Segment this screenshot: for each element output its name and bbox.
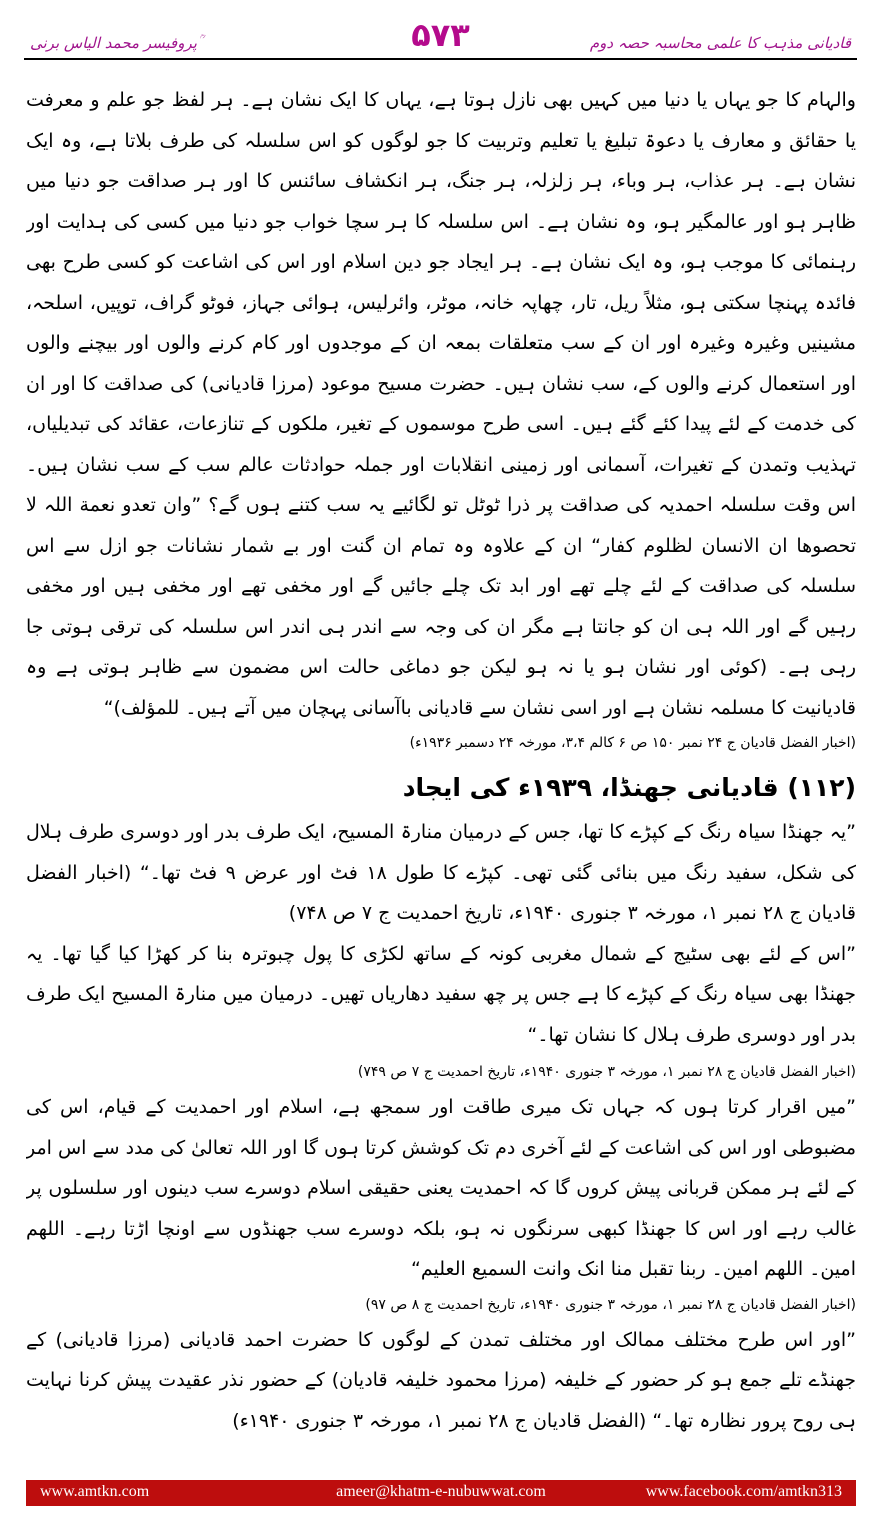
section-heading: (۱۱۲) قادیانی جھنڈا، ۱۹۳۹ء کی ایجاد xyxy=(402,773,856,802)
page-header xyxy=(24,14,857,56)
flag-paragraph-2: ”اس کے لئے بھی سٹیج کے شمال مغربی کونہ کے ساتھ لکڑی کا پول چبوترہ بنا کر کھڑا کیا گیا تھا۔ یہ جھنڈا بھی سیاہ رنگ کے کپڑے کا ہے جس پر چھ سفید دھاریاں تھیں۔ درمیان میں منارۃ المسیح ایک طرف بدر اور دوسری طرف ہلال کا نشان تھا۔“ xyxy=(26,942,856,1046)
intro-reference: (اخبار الفضل قادیان ج ۲۴ نمبر ۱۵۰ ص ۶ کالم ۳،۴، مورخہ ۲۴ دسمبر ۱۹۳۶ء) xyxy=(409,735,856,751)
author-name: پروفیسر محمد الیاس برنی ؒ xyxy=(30,34,201,52)
page-number: ۵۷۳ xyxy=(411,16,470,54)
flag-paragraph-1: ”یہ جھنڈا سیاہ رنگ کے کپڑے کا تھا، جس کے درمیان منارۃ المسیح، ایک طرف بدر اور دوسری طرف ہلال کی شکل، سفید رنگ میں بنائی گئی تھی۔ کپڑے کا طول ۱۸ فٹ اور عرض ۹ فٹ تھا۔“ (اخبار الفضل قادیان ج ۲۸ نمبر ۱، مورخہ ۳ جنوری ۱۹۴۰ء، تاریخ احمدیت ج ۷ ص ۷۴۸) xyxy=(26,821,856,924)
flag-reference-2: (اخبار الفضل قادیان ج ۲۸ نمبر ۱، مورخہ ۳ جنوری ۱۹۴۰ء، تاریخ احمدیت ج ۷ ص ۷۴۹) xyxy=(357,1064,856,1080)
last-paragraph: ”اور اس طرح مختلف ممالک اور مختلف تمدن کے لوگوں کا حضرت احمد قادیانی (مرزا قادیانی) کے جھنڈے تلے جمع ہو کر حضور کے خلیفہ (مرزا محمود خلیفہ قادیان) کے حضور نذر عقیدت پیش کرنا نہایت ہی روح پرور نظارہ تھا۔“ (الفضل قادیان ج ۲۸ نمبر ۱، مورخہ ۳ جنوری ۱۹۴۰ء) xyxy=(26,1328,856,1432)
website-link[interactable]: www.amtkn.com xyxy=(40,1483,150,1500)
page-body xyxy=(26,80,856,1468)
header-divider xyxy=(24,58,857,60)
email-link[interactable]: ameer@khatm-e-nubuwwat.com xyxy=(336,1483,546,1500)
intro-paragraph: والہام کا جو یہاں یا دنیا میں کہیں بھی نازل ہوتا ہے، یہاں کا ایک نشان ہے۔ ہر لفظ جو علم و معرفت یا حقائق و معارف یا دعوۃ تبلیغ یا تعلیم وتربیت کا جو لوگوں کو اس سلسلہ کی طرف بلاتا ہے، وہ ایک نشان ہے۔ ہر عذاب، ہر وباء، ہر زلزلہ، ہر جنگ، ہر انکشاف سائنس کا اور ہر صداقت جو دنیا میں ظاہر ہو اور عالمگیر ہو، وہ نشان ہے۔ اس سلسلہ کا ہر سچا خواب جو دنیا میں کسی کی ہدایت اور رہنمائی کا موجب ہو، وہ ایک نشان ہے۔ ہر ایجاد جو دین اسلام اور اس کی اشاعت کو کسی طرح بھی فائدہ پہنچا سکتی ہو، مثلاً ریل، تار، چھاپہ خانہ، موٹر، وائرلیس، ہوائی جہاز، فوٹو گراف، توپیں، اسلحہ، مشینیں وغیرہ وغیرہ اور ان کے سب متعلقات بمعہ ان کے موجدوں اور کام کرنے والوں اور بیچنے والوں اور استعمال کرنے والوں کے، سب نشان ہیں۔ حضرت مسیح موعود (مرزا قادیانی) کی صداقت کا اور ان کی خدمت کے لئے پیدا کئے گئے ہیں۔ اسی طرح موسموں کے تغیر، ملکوں کے تنازعات، عقائد کی تبدیلیاں، تہذیب وتمدن کے تغیرات، آسمانی اور زمینی انقلابات اور جملہ حوادثات عالم سب کے سب نشان ہیں۔ اس وقت سلسلہ احمدیہ کی صداقت پر ذرا ٹوٹل تو لگائیے یہ سب کتنے ہوں گے؟ ”وان تعدو نعمة اللہ لا تحصوھا ان الانسان لظلوم کفار“ ان کے علاوہ وہ تمام ان گنت اور بے شمار نشانات جو ازل سے اس سلسلہ کی صداقت کے لئے چلے تھے اور ابد تک چلے جائیں گے اور مخفی تھے اور مخفی ہیں اور مخفی رہیں گے اور اللہ ہی ان کو جانتا ہے مگر ان کی وجہ سے اندر ہی اندر اس سلسلہ کی ترقی ہوتی جا رہی ہے۔ (کوئی اور نشان ہو یا نہ ہو لیکن جو دماغی حالت اس مضمون سے ظاہر ہوتی ہے وہ قادیانیت کا مسلمہ نشان ہے اور اسی نشان سے قادیانی باآسانی پہچان میں آتے ہیں۔ للمؤلف)“ xyxy=(26,89,856,719)
oath-reference: (اخبار الفضل قادیان ج ۲۸ نمبر ۱، مورخہ ۳ جنوری ۱۹۴۰ء، تاریخ احمدیت ج ۸ ص ۹۷) xyxy=(365,1296,856,1313)
book-title: قادیانی مذہب کا علمی محاسبہ حصہ دوم xyxy=(589,34,851,52)
page-footer xyxy=(26,1480,856,1506)
facebook-link[interactable]: www.facebook.com/amtkn313 xyxy=(645,1483,842,1500)
oath-paragraph: ”میں اقرار کرتا ہوں کہ جہاں تک میری طاقت اور سمجھ ہے، اسلام اور احمدیت کے قیام، اس کی مضبوطی اور اس کی اشاعت کے لئے آخری دم تک کوشش کرتا ہوں گا اور اللہ تعالیٰ کی مدد سے اس امر کے لئے ہر ممکن قربانی پیش کروں گا کہ احمدیت یعنی حقیقی اسلام دوسرے سب دینوں اور سلسلوں پر غالب رہے اور اس کا جھنڈا کبھی سرنگوں نہ ہو، بلکہ دوسرے سب جھنڈوں سے اونچا اڑتا رہے۔ اللھم امین۔ اللھم امین۔ ربنا تقبل منا انک وانت السمیع العلیم“ xyxy=(26,1096,856,1280)
